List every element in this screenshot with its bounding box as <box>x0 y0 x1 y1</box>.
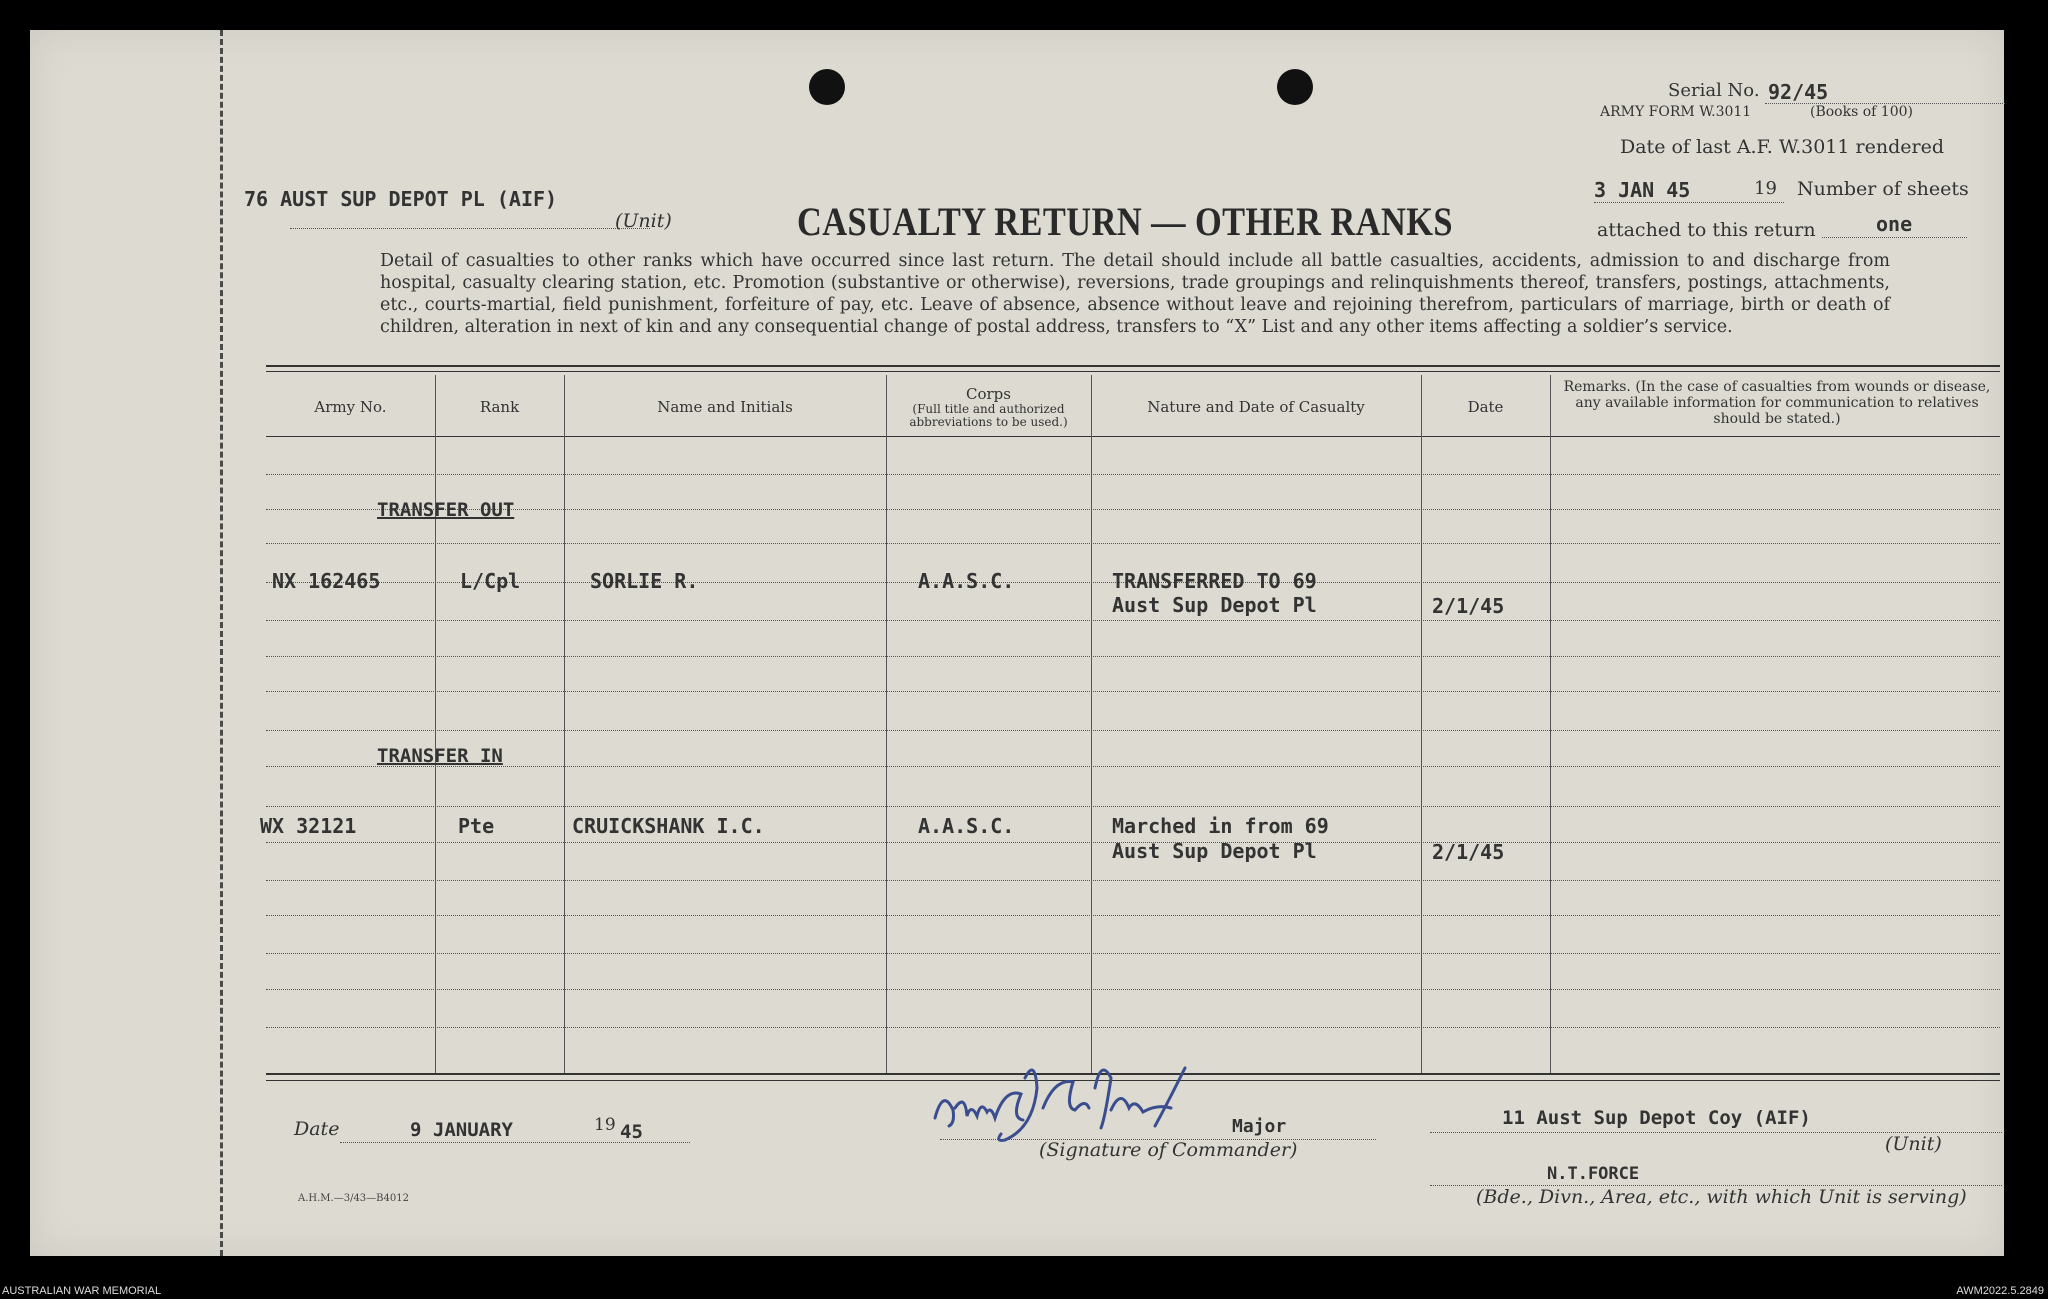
col-divider-6 <box>1550 375 1551 1073</box>
header-corps-note: (Full title and authorized abbreviations to be used.) <box>909 402 1068 429</box>
footer-force-label: (Bde., Divn., Area, etc., with which Unit is serving) <box>1476 1186 1967 1208</box>
form-books: (Books of 100) <box>1810 104 1913 120</box>
row2-nature-line2: Aust Sup Depot Pl <box>1112 839 1317 863</box>
header-name: Name and Initials <box>657 398 793 416</box>
last-rendered-underline <box>1594 202 1784 203</box>
header-army-no: Army No. <box>314 398 387 416</box>
rule-line <box>266 509 2000 510</box>
serial-label: Serial No. <box>1668 80 1760 101</box>
signature-label: (Signature of Commander) <box>1039 1139 1298 1161</box>
punch-hole-left <box>809 69 845 105</box>
row2-rank: Pte <box>458 814 495 838</box>
col-divider-2 <box>564 375 565 1073</box>
credit-left: AUSTRALIAN WAR MEMORIAL <box>2 1285 162 1297</box>
footer-unit-label: (Unit) <box>1885 1133 1942 1155</box>
unit-underline <box>290 228 650 229</box>
serial-value: 92/45 <box>1768 80 1829 104</box>
credit-right: AWM2022.5.2849 <box>1956 1285 2044 1297</box>
last-rendered-date: 3 JAN 45 <box>1594 178 1691 202</box>
section-transfer-out: TRANSFER OUT <box>377 499 515 521</box>
detail-instructions: Detail of casualties to other ranks which have occurred since last return. The detail should include all battle casualties, accidents, admission to and discharge from hospital, casualty clearing station, etc. Promotion (substantive or otherwise), reversions, trade groupings and relinquishments thereof, transfers, postings, attachments, etc., courts-martial, field punishment, forfeiture of pay, etc. Leave of absence, absence without leave and rejoining therefrom, particulars of marriage, birth or death of children, alteration in next of kin and any consequential change of postal address, transfers to “X” List and any other items affecting a soldier’s service. <box>380 251 1890 337</box>
footer-date-value: 9 JANUARY <box>410 1119 513 1141</box>
row1-name: SORLIE R. <box>590 569 699 593</box>
rule-line <box>266 543 2000 544</box>
sheets-underline <box>1822 237 1967 238</box>
rule-line <box>266 691 2000 692</box>
footer-year-prefix: 19 <box>594 1115 616 1135</box>
rule-line <box>266 806 2000 807</box>
rule-line <box>266 730 2000 731</box>
footer-date-label: Date <box>294 1118 340 1140</box>
sheets-label: Number of sheets <box>1797 178 1969 200</box>
row1-army-no: NX 162465 <box>272 569 381 593</box>
row1-corps: A.A.S.C. <box>918 569 1015 593</box>
rule-line <box>266 474 2000 475</box>
rule-line <box>266 953 2000 954</box>
rule-line <box>266 1027 2000 1028</box>
table-top-rule-inner <box>266 371 2000 372</box>
header-corps: Corps <box>966 385 1011 403</box>
col-divider-5 <box>1421 375 1422 1073</box>
table-header-rule <box>266 436 2000 437</box>
commander-rank: Major <box>1232 1116 1287 1137</box>
row1-nature-line2: Aust Sup Depot Pl <box>1112 593 1317 617</box>
footer-year-value: 45 <box>620 1121 643 1143</box>
col-divider-3 <box>886 375 887 1073</box>
year-prefix-top: 19 <box>1754 178 1777 199</box>
row2-date: 2/1/45 <box>1432 840 1505 864</box>
col-divider-4 <box>1091 375 1092 1073</box>
header-remarks: Remarks. (In the case of casualties from wounds or disease, any available information for communication to relatives should be stated.) <box>1563 379 1991 427</box>
footer-unit-value: 11 Aust Sup Depot Coy (AIF) <box>1502 1107 1811 1129</box>
perforation-line <box>220 30 223 1256</box>
unit-label: (Unit) <box>615 210 672 232</box>
rule-line <box>266 880 2000 881</box>
rule-line <box>266 656 2000 657</box>
header-date: Date <box>1467 398 1504 416</box>
rule-line <box>266 915 2000 916</box>
form-label: ARMY FORM W.3011 <box>1600 104 1752 120</box>
form-title: CASUALTY RETURN — OTHER RANKS <box>797 199 1453 244</box>
sheets-value: one <box>1876 212 1913 236</box>
col-divider-1 <box>435 375 436 1073</box>
rule-line <box>266 620 2000 621</box>
row1-nature-line1: TRANSFERRED TO 69 <box>1112 569 1317 593</box>
rule-line <box>266 989 2000 990</box>
row2-army-no: WX 32121 <box>260 814 357 838</box>
unit-value: 76 AUST SUP DEPOT PL (AIF) <box>244 187 558 211</box>
section-transfer-in: TRANSFER IN <box>377 745 503 767</box>
print-code: A.H.M.—3/43—B4012 <box>298 1193 409 1204</box>
last-rendered-label: Date of last A.F. W.3011 rendered <box>1620 136 1944 158</box>
header-nature: Nature and Date of Casualty <box>1147 398 1365 416</box>
rule-line <box>266 766 2000 767</box>
footer-force-value: N.T.FORCE <box>1547 1164 1640 1184</box>
punch-hole-right <box>1277 69 1313 105</box>
row2-corps: A.A.S.C. <box>918 814 1015 838</box>
table-top-rule <box>266 365 2000 367</box>
row2-nature-line1: Marched in from 69 <box>1112 814 1329 838</box>
row1-date: 2/1/45 <box>1432 594 1505 618</box>
sheets-attached-label: attached to this return <box>1597 219 1816 241</box>
header-rank: Rank <box>479 398 520 416</box>
row2-name: CRUICKSHANK I.C. <box>572 814 765 838</box>
row1-rank: L/Cpl <box>460 569 521 593</box>
